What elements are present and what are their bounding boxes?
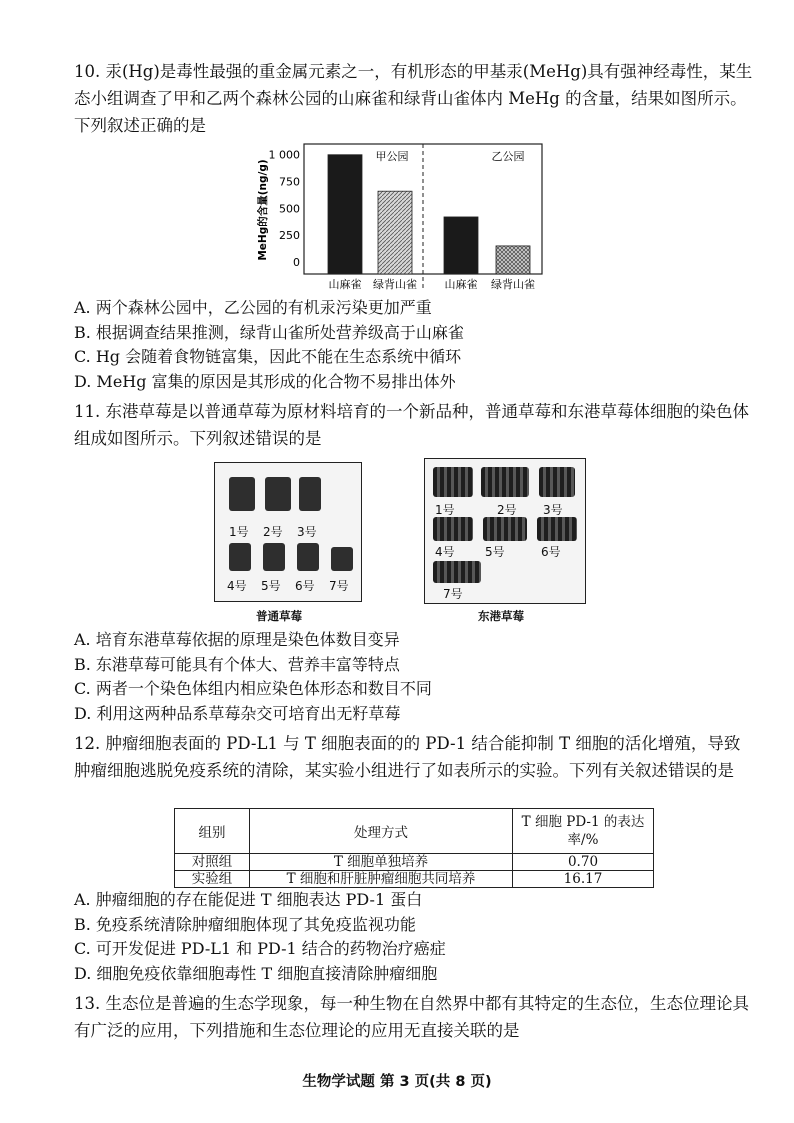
chromosome-image — [299, 477, 321, 511]
chromosome-label: 5号 — [261, 579, 281, 593]
question-12-options — [74, 888, 754, 986]
x-category-label: 山麻雀 — [328, 278, 362, 291]
chromosome-image — [229, 477, 255, 511]
bar-1 — [378, 191, 412, 274]
experiment-table — [174, 808, 654, 888]
table-row — [175, 854, 654, 871]
chromosome-label: 6号 — [541, 545, 561, 559]
bar-2 — [444, 217, 478, 274]
mehg-chart-svg — [254, 140, 554, 300]
chromosome-image — [483, 517, 527, 541]
y-tick-label: 0 — [293, 256, 300, 269]
chromosome-label: 5号 — [485, 545, 505, 559]
chromosome-image — [229, 543, 251, 571]
y-axis-label: MeHg的含量(ng/g) — [257, 159, 269, 261]
question-10-text: 10. 汞(Hg)是毒性最强的重金属元素之一，有机形态的甲基汞(MeHg)具有强神经毒性，某生态小组调查了甲和乙两个森林公园的山麻雀和绿背山雀体内 MeHg 的含量，结果如图所示。下列叙述正确的是 — [74, 62, 753, 135]
option-12-b[interactable]: B. 免疫系统清除肿瘤细胞体现了其免疫监视功能 — [74, 914, 416, 934]
chromosome-image — [481, 467, 529, 497]
question-11-options — [74, 628, 754, 726]
table-cell: 16.17 — [513, 871, 654, 888]
question-13 — [74, 990, 754, 1044]
table-header: T 细胞 PD-1 的表达率/% — [513, 809, 654, 854]
question-11 — [74, 398, 754, 452]
question-12 — [74, 730, 754, 784]
option-11-b[interactable]: B. 东港草莓可能具有个体大、营养丰富等特点 — [74, 654, 400, 674]
table-row — [175, 871, 654, 888]
option-10-d[interactable]: D. MeHg 富集的原因是其形成的化合物不易排出体外 — [74, 371, 456, 391]
page-footer: 生物学试题 第 3 页(共 8 页) — [302, 1074, 492, 1090]
chromosome-image — [433, 517, 473, 541]
question-13-text: 13. 生态位是普遍的生态学现象，每一种生物在自然界中都有其特定的生态位，生态位理论具有广泛的应用，下列措施和生态位理论的应用无直接关联的是 — [74, 994, 749, 1040]
option-12-a[interactable]: A. 肿瘤细胞的存在能促进 T 细胞表达 PD-1 蛋白 — [74, 890, 423, 909]
y-tick-label: 500 — [279, 202, 300, 216]
option-11-a[interactable]: A. 培育东港草莓依据的原理是染色体数目变异 — [74, 630, 400, 649]
question-11-text: 11. 东港草莓是以普通草莓为原材料培育的一个新品种，普通草莓和东港草莓体细胞的染色体组成如图所示。下列叙述错误的是 — [74, 402, 749, 448]
question-10 — [74, 58, 754, 139]
y-tick-label: 1 000 — [268, 148, 300, 162]
y-tick-label: 750 — [279, 175, 300, 189]
chromosome-image — [263, 543, 285, 571]
karyotype-caption-common: 普通草莓 — [256, 609, 302, 623]
table-cell: 实验组 — [175, 871, 250, 888]
table-cell: 对照组 — [175, 854, 250, 871]
group-label-yi: 乙公园 — [491, 150, 525, 163]
chromosome-image — [433, 467, 473, 497]
option-12-c[interactable]: C. 可开发促进 PD-L1 和 PD-1 结合的药物治疗癌症 — [74, 939, 446, 958]
chromosome-image — [539, 467, 575, 497]
chromosome-image — [265, 477, 291, 511]
karyotype-common-strawberry — [214, 462, 362, 602]
group-label-jia: 甲公园 — [375, 150, 409, 163]
option-11-c[interactable]: C. 两者一个染色体组内相应染色体形态和数目不同 — [74, 679, 432, 698]
karyotype-caption-donggang: 东港草莓 — [478, 609, 524, 623]
table-header: 处理方式 — [250, 809, 513, 854]
chromosome-label: 3号 — [297, 525, 317, 539]
chromosome-label: 1号 — [229, 525, 249, 539]
chromosome-label: 4号 — [227, 579, 247, 593]
karyotype-donggang-strawberry — [424, 458, 586, 604]
table-cell: 0.70 — [513, 854, 654, 871]
option-11-d[interactable]: D. 利用这两种品系草莓杂交可培育出无籽草莓 — [74, 703, 401, 723]
option-12-d[interactable]: D. 细胞免疫依靠细胞毒性 T 细胞直接清除肿瘤细胞 — [74, 963, 438, 983]
chromosome-label: 4号 — [435, 545, 455, 559]
bar-0 — [328, 155, 362, 274]
chromosome-label: 2号 — [263, 525, 283, 539]
chromosome-label: 6号 — [295, 579, 315, 593]
x-category-label: 绿背山雀 — [491, 278, 535, 291]
chromosome-image — [297, 543, 319, 571]
table-cell: T 细胞和肝脏肿瘤细胞共同培养 — [250, 871, 513, 888]
chromosome-image — [433, 561, 481, 583]
x-category-label: 山麻雀 — [444, 278, 478, 291]
chromosome-label: 7号 — [443, 587, 463, 601]
chromosome-label: 7号 — [329, 579, 349, 593]
chromosome-image — [331, 547, 353, 571]
option-10-b[interactable]: B. 根据调查结果推测，绿背山雀所处营养级高于山麻雀 — [74, 322, 464, 342]
question-12-text: 12. 肿瘤细胞表面的 PD-L1 与 T 细胞表面的的 PD-1 结合能抑制 T 细胞的活化增殖，导致肿瘤细胞逃脱免疫系统的清除，某实验小组进行了如表所示的实验。下列有关叙述错误的是 — [74, 734, 741, 780]
chromosome-label: 3号 — [543, 503, 563, 517]
table-cell: T 细胞单独培养 — [250, 854, 513, 871]
mehg-bar-chart — [254, 140, 554, 300]
table-header: 组别 — [175, 809, 250, 854]
chromosome-label: 1号 — [435, 503, 455, 517]
chromosome-label: 2号 — [497, 503, 517, 517]
option-10-c[interactable]: C. Hg 会随着食物链富集，因此不能在生态系统中循环 — [74, 347, 462, 366]
chromosome-image — [537, 517, 577, 541]
table-header-row — [175, 809, 654, 854]
question-10-options — [74, 296, 754, 394]
bar-3 — [496, 246, 530, 274]
y-tick-label: 250 — [279, 229, 300, 243]
option-10-a[interactable]: A. 两个森林公园中，乙公园的有机汞污染更加严重 — [74, 298, 432, 317]
x-category-label: 绿背山雀 — [373, 278, 417, 291]
